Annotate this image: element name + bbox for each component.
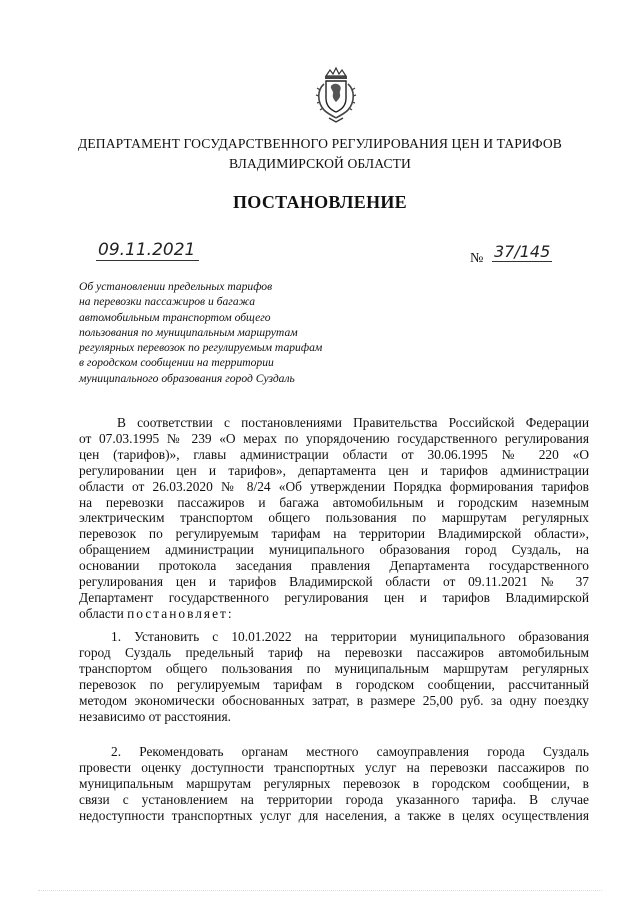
handwritten-date: 09.11.2021 (96, 240, 199, 261)
document-type-title: ПОСТАНОВЛЕНИЕ (233, 192, 407, 212)
text-line: муниципальным маршрутам регулярных перевозок в городском сообщении, в (79, 775, 589, 791)
text-line: обращением администрации муниципального образования город Суздаль, на (79, 542, 589, 558)
subject-line: пользования по муниципальным маршрутам (79, 325, 298, 339)
subject-line: автомобильным транспортом общего (79, 310, 271, 324)
text-line: город Суздаль предельный тариф на перевозки пассажиров автомобильным (79, 644, 589, 660)
subject-line: на перевозки пассажиров и багажа (79, 295, 256, 309)
text-line: Департамент государственного регулирования цен и тарифов Владимирской (79, 589, 589, 605)
text-line: регулировании цен и тарифов», департамента цен и тарифов администрации (79, 462, 589, 478)
subject-line: регулярных перевозок по регулируемым тарифам (79, 341, 323, 355)
subject-line: Об установлении предельных тарифов (79, 280, 273, 293)
text-line: на перевозки пассажиров и багажа автомобильным и городским наземным (79, 494, 589, 510)
scan-edge-artifact (38, 888, 602, 891)
text-line-fragment: области (79, 605, 124, 621)
text-line: перевозок по регулируемым тарифам в городском сообщении, рассчитанный (79, 676, 589, 692)
text-line: транспортом общего пользования по муниципальным маршрутам регулярных (79, 660, 589, 676)
organization-name-line1: ДЕПАРТАМЕНТ ГОСУДАРСТВЕННОГО РЕГУЛИРОВАНИЯ ЦЕН И ТАРИФОВ (78, 136, 562, 151)
text-line: 1. Установить с 10.01.2022 на территории муниципального образования (111, 629, 589, 644)
subject-line: муниципального образования город Суздаль (79, 371, 295, 385)
paragraph-1 (79, 629, 589, 724)
coat-of-arms-emblem (312, 66, 360, 124)
paragraph-2 (79, 744, 589, 824)
text-line: провести оценку доступности транспортных услуг на перевозки пассажиров по (79, 759, 589, 775)
preamble-paragraph (79, 415, 589, 622)
subject-line: в городском сообщении на территории (79, 356, 274, 370)
text-line (79, 606, 589, 622)
text-line: регулирования цен и тарифов Владимирской области от 09.11.2021 № 37 (79, 574, 589, 590)
organization-name-line2: ВЛАДИМИРСКОЙ ОБЛАСТИ (229, 156, 411, 171)
handwritten-number: 37/145 (494, 242, 551, 261)
postanovlyaet-word: постановляет: (127, 605, 234, 621)
text-line: от 07.03.1995 № 239 «О мерах по упорядочению государственного регулирования (79, 430, 589, 446)
text-line: независимо от расстояния. (79, 708, 231, 724)
text-line: электрическим транспортом общего пользования по маршрутам регулярных (79, 510, 589, 526)
text-line: методом экономически обоснованных затрат, в размере 25,00 руб. за одну поездку (79, 692, 589, 708)
number-sign: № (470, 251, 484, 266)
text-line: области от 26.03.2020 № 8/24 «Об утверждении Порядка формирования тарифов (79, 478, 589, 494)
text-line: В соответствии с постановлениями Правительства Российской Федерации (117, 415, 589, 430)
text-line: перевозок по регулируемым тарифам на территории Владимирской области», (79, 526, 589, 542)
text-line: цен (тарифов)», главы администрации области от 30.06.1995 № 220 «О (79, 446, 589, 462)
text-line: связи с установлением на территории города указанного тарифа. В случае (79, 791, 589, 807)
document-subject (79, 279, 379, 386)
text-line: 2. Рекомендовать органам местного самоуправления города Суздаль (111, 744, 589, 759)
text-line: недоступности транспортных услуг для населения, а также в целях осуществления (79, 807, 589, 823)
text-line: основании протокола заседания правления Департамента государственного (79, 558, 589, 574)
